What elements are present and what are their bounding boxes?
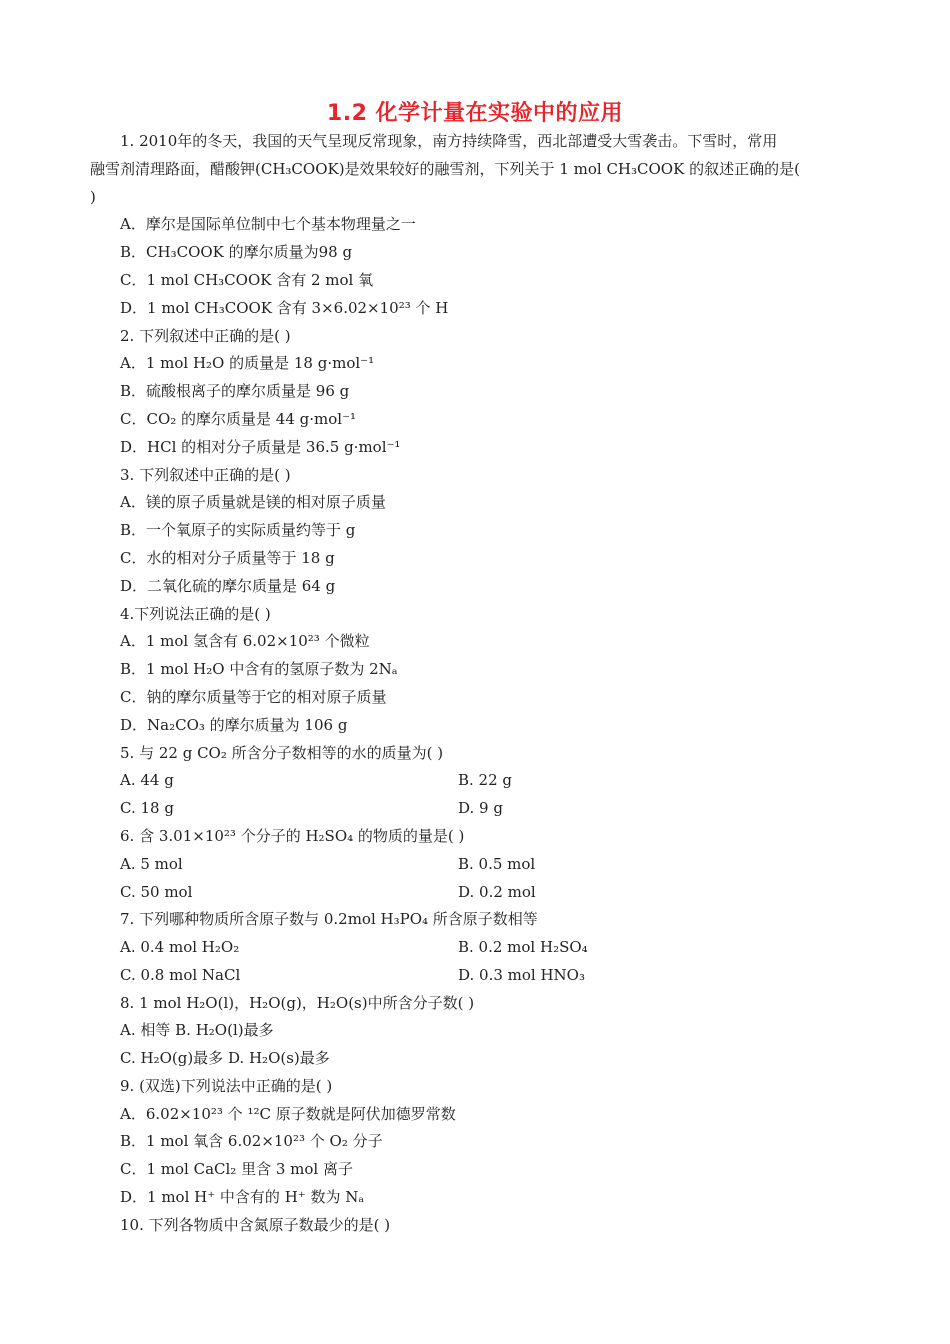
q4-option-a: A．1 mol 氢含有 6.02×10²³ 个微粒 bbox=[120, 632, 370, 650]
q6-option-a: A. 5 mol bbox=[120, 855, 183, 873]
q7-option-d: D. 0.3 mol HNO₃ bbox=[458, 966, 585, 984]
q2-option-a: A．1 mol H₂O 的质量是 18 g·mol⁻¹ bbox=[120, 354, 375, 372]
q6-stem: 6. 含 3.01×10²³ 个分子的 H₂SO₄ 的物质的量是( ) bbox=[120, 827, 465, 845]
q3-option-c: C．水的相对分子质量等于 18 g bbox=[120, 549, 335, 567]
q9-option-b: B．1 mol 氧含 6.02×10²³ 个 O₂ 分子 bbox=[120, 1132, 383, 1150]
q5-option-a: A. 44 g bbox=[120, 771, 174, 789]
q8-options-cd: C. H₂O(g)最多 D. H₂O(s)最多 bbox=[120, 1049, 330, 1067]
q5-option-d: D. 9 g bbox=[458, 799, 503, 817]
q4-stem: 4.下列说法正确的是( ) bbox=[120, 605, 271, 623]
q7-stem: 7. 下列哪种物质所含原子数与 0.2mol H₃PO₄ 所含原子数相等 bbox=[120, 910, 538, 928]
q8-options-ab: A. 相等 B. H₂O(l)最多 bbox=[120, 1021, 274, 1039]
q5-option-c: C. 18 g bbox=[120, 799, 174, 817]
q9-option-a: A．6.02×10²³ 个 ¹²C 原子数就是阿伏加德罗常数 bbox=[120, 1105, 456, 1123]
q9-option-c: C．1 mol CaCl₂ 里含 3 mol 离子 bbox=[120, 1160, 353, 1178]
q1-option-b: B．CH₃COOK 的摩尔质量为98 g bbox=[120, 243, 353, 261]
q4-option-b: B．1 mol H₂O 中含有的氢原子数为 2Nₐ bbox=[120, 660, 398, 678]
q5-stem: 5. 与 22 g CO₂ 所含分子数相等的水的质量为( ) bbox=[120, 744, 444, 762]
q6-option-b: B. 0.5 mol bbox=[458, 855, 536, 873]
q7-option-a: A. 0.4 mol H₂O₂ bbox=[120, 938, 240, 956]
q10-stem: 10. 下列各物质中含氮原子数最少的是( ) bbox=[120, 1216, 391, 1234]
q1-option-c: C．1 mol CH₃COOK 含有 2 mol 氧 bbox=[120, 271, 374, 289]
q4-option-d: D．Na₂CO₃ 的摩尔质量为 106 g bbox=[120, 716, 348, 734]
q3-option-d: D．二氧化硫的摩尔质量是 64 g bbox=[120, 577, 336, 595]
q4-option-c: C．钠的摩尔质量等于它的相对原子质量 bbox=[120, 688, 387, 706]
q7-option-c: C. 0.8 mol NaCl bbox=[120, 966, 241, 984]
page-title: 1.2 化学计量在实验中的应用 bbox=[326, 101, 624, 126]
q5-option-b: B. 22 g bbox=[458, 771, 513, 789]
q2-option-d: D．HCl 的相对分子质量是 36.5 g·mol⁻¹ bbox=[120, 438, 401, 456]
q1-option-a: A．摩尔是国际单位制中七个基本物理量之一 bbox=[120, 215, 416, 233]
q1-stem-line-1: 1. 2010年的冬天，我国的天气呈现反常现象，南方持续降雪，西北部遭受大雪袭击。下雪时，常用 bbox=[120, 132, 778, 150]
q6-option-c: C. 50 mol bbox=[120, 883, 193, 901]
q9-option-d: D．1 mol H⁺ 中含有的 H⁺ 数为 Nₐ bbox=[120, 1188, 365, 1206]
q3-option-b: B．一个氧原子的实际质量约等于 g bbox=[120, 521, 356, 539]
q1-stem-line-3: ) bbox=[90, 188, 96, 206]
q2-stem: 2. 下列叙述中正确的是( ) bbox=[120, 327, 291, 345]
q3-option-a: A．镁的原子质量就是镁的相对原子质量 bbox=[120, 493, 386, 511]
q2-option-b: B．硫酸根离子的摩尔质量是 96 g bbox=[120, 382, 350, 400]
q7-option-b: B. 0.2 mol H₂SO₄ bbox=[458, 938, 588, 956]
q9-stem: 9. (双选)下列说法中正确的是( ) bbox=[120, 1077, 333, 1095]
q2-option-c: C．CO₂ 的摩尔质量是 44 g·mol⁻¹ bbox=[120, 410, 357, 428]
q8-stem: 8. 1 mol H₂O(l)，H₂O(g)，H₂O(s)中所含分子数( ) bbox=[120, 994, 475, 1012]
q1-option-d: D．1 mol CH₃COOK 含有 3×6.02×10²³ 个 H bbox=[120, 299, 449, 317]
q1-stem-line-2: 融雪剂清理路面，醋酸钾(CH₃COOK)是效果较好的融雪剂，下列关于 1 mol CH₃COOK 的叙述正确的是( bbox=[90, 160, 800, 178]
q6-option-d: D. 0.2 mol bbox=[458, 883, 536, 901]
q3-stem: 3. 下列叙述中正确的是( ) bbox=[120, 466, 291, 484]
